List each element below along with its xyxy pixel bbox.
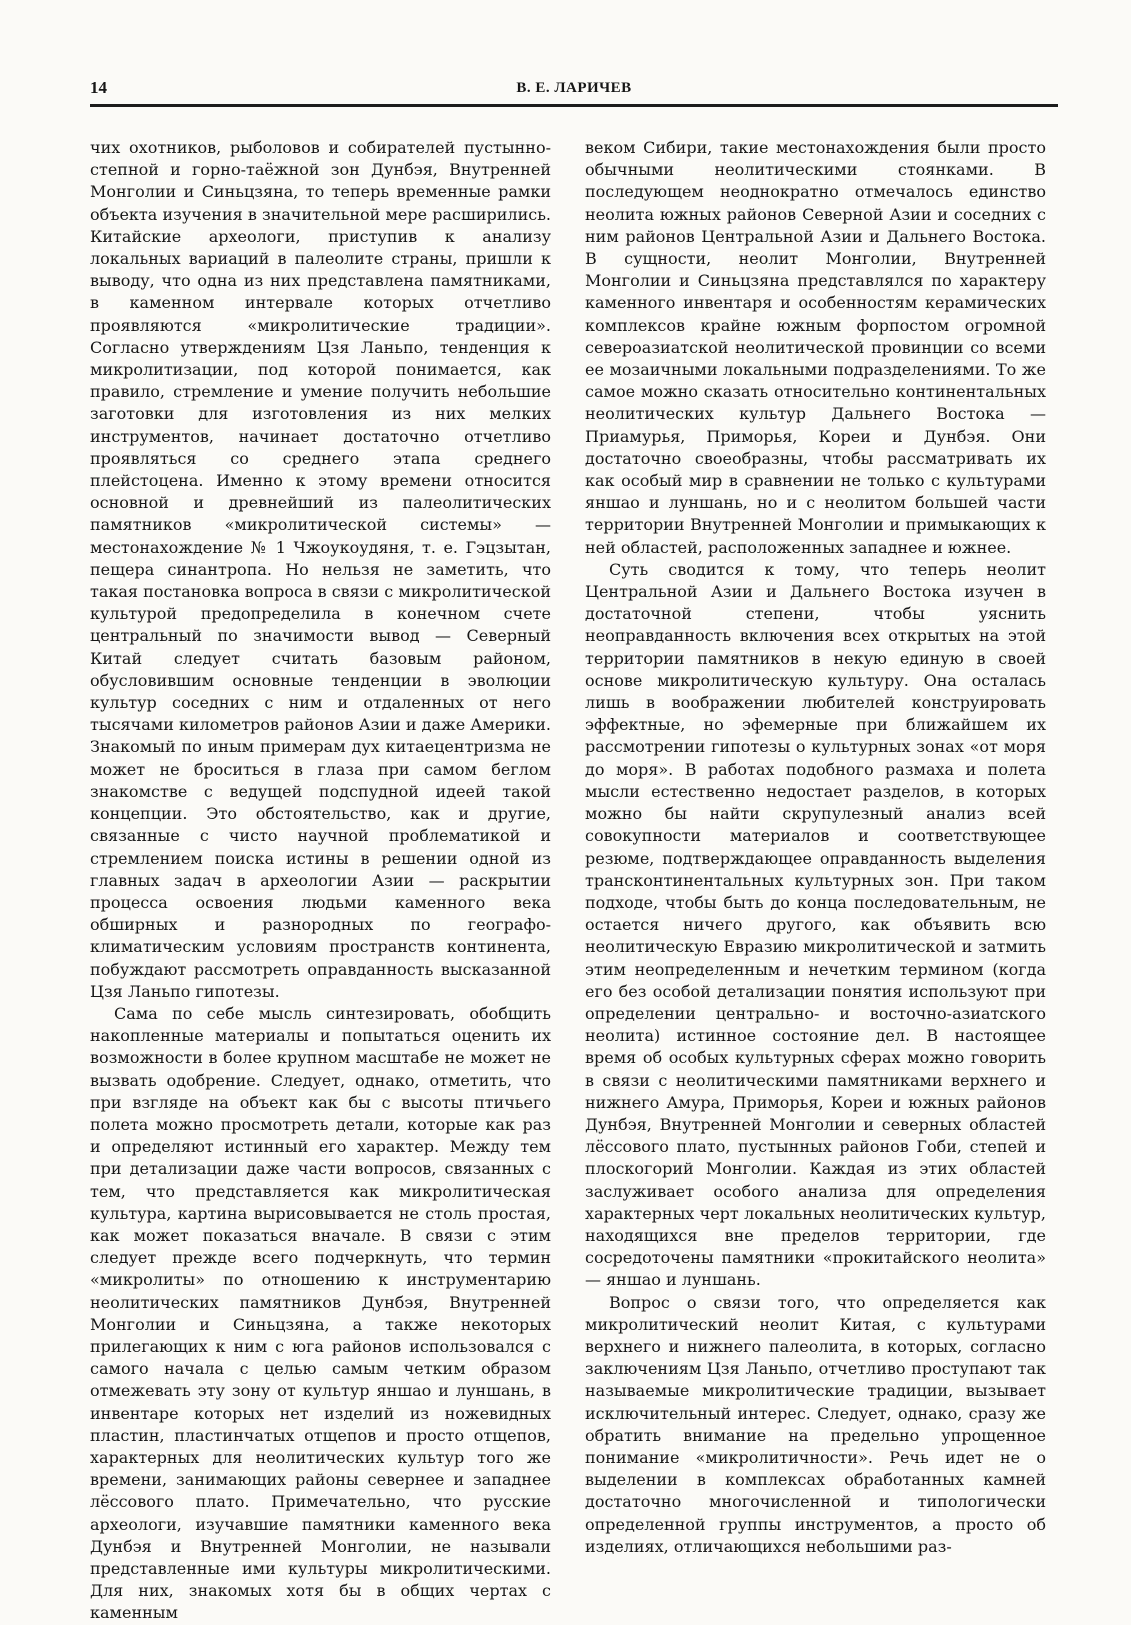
running-head-author: В. Е. ЛАРИЧЕВ xyxy=(516,80,632,96)
paragraph: Суть сводится к тому, что теперь неолит Центральной Азии и Дальнего Востока изучен в достаточной степени, чтобы уяснить неоправданность включения всех открытых на этой территории памятников в некую единую в своей основе микролитическую культуру. Она осталась лишь в воображении любителей конструировать эффектные, но эфемерные при ближайшем их рассмотрении гипотезы о культурных зонах «от моря до моря». В работах подобного размаха и полета мысли естественно недостает разделов, в которых можно бы найти скрупулезный анализ всей совокупности материалов и соответствующее резюме, подтверждающее оправданность выделения трансконтинентальных культурных зон. При таком подходе, чтобы быть до конца последовательным, не остается ничего другого, как объявить всю неолитическую Евразию микролитической и затмить этим неопределенным и нечетким термином (когда его без особой детализации понятия используют при определении центрально- и восточно-азиатского неолита) истинное состояние дел. В настоящее время об особых культурных сферах можно говорить в связи с неолитическими памятниками верхнего и нижнего Амура, Приморья, Кореи и южных районов Дунбэя, Внутренней Монголии и северных областей лёссового плато, пустынных районов Гоби, степей и плоскогорий Монголии. Каждая из этих областей заслуживает особого анализа для определения характерных черт локальных неолитических культур, находящихся вне пределов территории, где сосредоточены памятники «прокитайского неолита» — яншао и луншань. xyxy=(585,559,1046,1290)
paragraph: чих охотников, рыболовов и собирателей пустынно-степной и горно-таёжной зон Дунбэя, Внутренней Монголии и Синьцзяна, то теперь временные рамки объекта изучения в значительной мере расширились. Китайские археологи, приступив к анализу локальных вариаций в палеолите страны, пришли к выводу, что одна из них представлена памятниками, в каменном интервале которых отчетливо проявляются «микролитические традиции». Согласно утверждениям Цзя Ланьпо, тенденция к микролитизации, под которой понимается, как правило, стремление и умение получить небольшие заготовки для изготовления из них мелких инструментов, начинает достаточно отчетливо проявляться со среднего этапа среднего плейстоцена. Именно к этому времени относится основной и древнейший из палеолитических памятников «микролитической системы» — местонахождение № 1 Чжоукоудяня, т. е. Гэцзытан, пещера синантропа. Но нельзя не заметить, что такая постановка вопроса в связи с микролитической культурой предопределила в конечном счете центральный по значимости вывод — Северный Китай следует считать базовым районом, обусловившим основные тенденции в эволюции культур соседних с ним и отдаленных от него тысячами километров районов Азии и даже Америки. Знакомый по иным примерам дух китаецентризма не может не броситься в глаза при самом беглом знакомстве с ведущей подспудной идеей такой концепции. Это обстоятельство, как и другие, связанные с чисто научной проблематикой и стремлением поиска истины в решении одной из главных задач в археологии Азии — раскрытии процесса освоения людьми каменного века обширных и разнородных по географо-климатическим условиям пространств континента, побуждают рассмотреть оправданность высказанной Цзя Ланьпо гипотезы. xyxy=(90,138,551,1001)
page-header xyxy=(90,78,1058,107)
paragraph: Вопрос о связи того, что определяется как микролитический неолит Китая, с культурами верхнего и нижнего палеолита, в которых, согласно заключениям Цзя Ланьпо, отчетливо проступают так называемые микролитические традиции, вызывает исключительный интерес. Следует, однако, сразу же обратить внимание на предельно упрощенное понимание «микролитичности». Речь идет не о выделении в комплексах обработанных камней достаточно многочисленной и типологически определенной группы инструментов, а просто об изделиях, отличающихся небольшими раз- xyxy=(585,1292,1046,1556)
page-number: 14 xyxy=(90,78,107,97)
paragraph: веком Сибири, такие местонахождения были просто обычными неолитическими стоянками. В последующем неоднократно отмечалось единство неолита южных районов Северной Азии и соседних с ним районов Центральной Азии и Дальнего Востока. В сущности, неолит Монголии, Внутренней Монголии и Синьцзяна представлялся по характеру каменного инвентаря и особенностям керамических комплексов крайне южным форпостом огромной североазиатской неолитической провинции со всеми ее мозаичными локальными подразделениями. То же самое можно сказать относительно континентальных неолитических культур Дальнего Востока — Приамурья, Приморья, Кореи и Дунбэя. Они достаточно своеобразны, чтобы рассматривать их как особый мир в сравнении не только с культурами яншао и луншань, но и с неолитом большей части территории Внутренней Монголии и примыкающих к ней областей, расположенных западнее и южнее. xyxy=(585,138,1046,557)
paragraph: Сама по себе мысль синтезировать, обобщить накопленные материалы и попытаться оценить их возможности в более крупном масштабе не может не вызвать одобрение. Следует, однако, отметить, что при взгляде на объект как бы с высоты птичьего полета можно просмотреть детали, которые как раз и определяют истинный его характер. Между тем при детализации даже части вопросов, связанных с тем, что представляется как микролитическая культура, картина вырисовывается не столь простая, как может показаться вначале. В связи с этим следует прежде всего подчеркнуть, что термин «микролиты» по отношению к инструментарию неолитических памятников Дунбэя, Внутренней Монголии и Синьцзяна, а также некоторых прилегающих к ним с юга районов использовался с самого начала с целью самым четким образом отмежевать эту зону от культур яншао и луншань, в инвентаре которых нет изделий из ножевидных пластин, пластинчатых отщепов и просто отщепов, характерных для неолитических культур того же времени, занимающих районы севернее и западнее лёссового плато. Примечательно, что русские археологи, изучавшие памятники каменного века Дунбэя и Внутренней Монголии, не называли представленные ими культуры микролитическими. Для них, знакомых хотя бы в общих чертах с каменным xyxy=(90,1003,551,1623)
left-column xyxy=(90,137,551,1625)
right-column xyxy=(585,137,1046,1558)
